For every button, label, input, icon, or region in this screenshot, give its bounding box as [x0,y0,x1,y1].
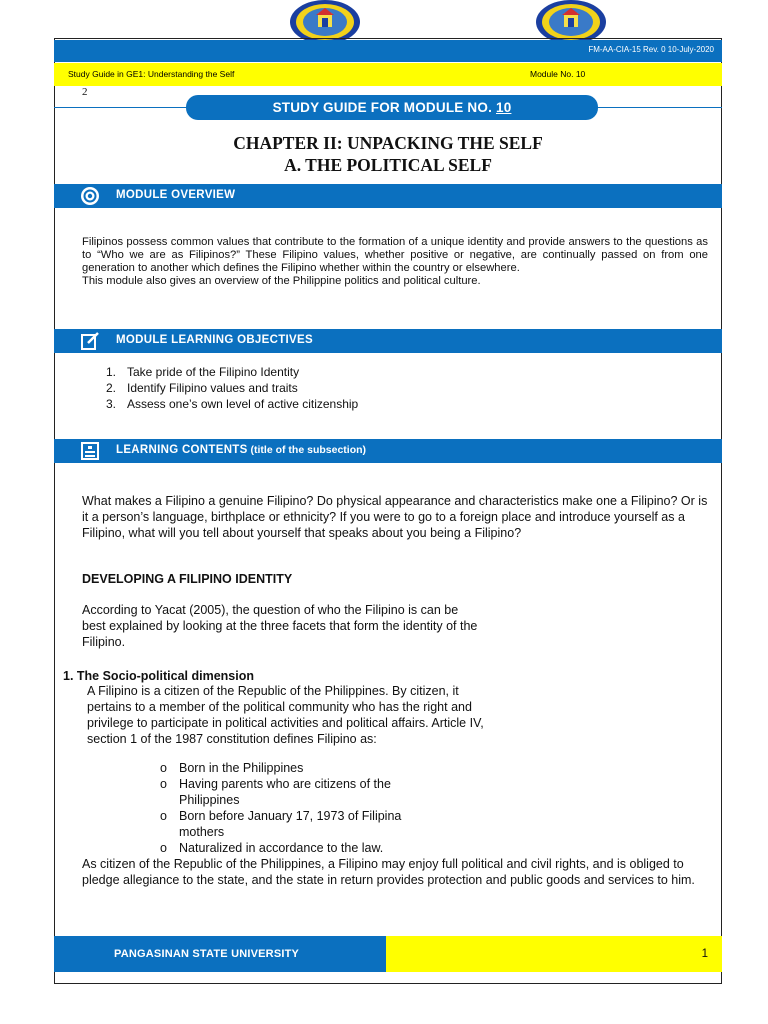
item-number: 3. [106,397,117,411]
item-number: 1. [106,365,117,379]
chapter-subtitle: A. THE POLITICAL SELF [284,155,492,175]
eye-target-icon [80,186,100,206]
list-item [160,776,450,808]
footer-page-box [386,936,722,972]
chapter-heading [54,132,722,176]
banner-label: STUDY GUIDE FOR MODULE NO. [272,100,496,115]
section-title-overview: MODULE OVERVIEW [116,189,236,201]
banner-module-number: 10 [496,100,512,115]
item-text: Identify Filipino values and traits [127,381,298,395]
list-item [106,380,358,396]
bullet-icon: o [160,761,167,775]
course-bar [54,63,722,86]
overview-text [82,236,708,288]
page-marker: 2 [82,86,88,98]
page-number: 1 [701,948,708,960]
overview-paragraph: Filipinos possess common values that contribute to the formation of a unique identity and provide answers to the questions as to “Who we are as Filipinos?” These Filipino values, whether positive or negative, are continually passed on from one generation to another which defines the Filipino whether within the country or elsewhere. [82,236,708,274]
citizenship-criteria-list [160,760,450,856]
list-item [160,808,430,840]
section-bar-contents [54,439,722,463]
contents-title: LEARNING CONTENTS [116,444,248,456]
item-text: Assess one’s own level of active citizenship [127,397,359,411]
section-title-contents [116,444,366,456]
document-list-icon [80,441,100,461]
section-bar-objectives [54,329,722,353]
study-guide-title [186,100,598,115]
list-item [106,396,358,412]
objectives-list [106,364,358,412]
study-guide-banner [186,95,598,120]
bullet-icon: o [160,777,167,791]
item-text: Having parents who are citizens of the Philippines [179,777,391,807]
item-text: Born before January 17, 1973 of Filipina mothers [179,809,402,839]
pencil-edit-icon [80,331,100,351]
section-bar-overview [54,184,722,208]
bullet-icon: o [160,841,167,855]
course-title: Study Guide in GE1: Understanding the Self [68,69,235,79]
contents-subtitle: (title of the subsection) [247,444,367,456]
footer-bar [54,936,386,972]
university-name: PANGASINAN STATE UNIVERSITY [114,948,300,960]
bullet-icon: o [160,809,167,823]
subsection-heading: 1. The Socio-political dimension [63,669,254,683]
header-bar [54,40,722,62]
socio-paragraph: A Filipino is a citizen of the Republic of the Philippines. By citizen, it pertains to a member of the political community who has the right and privilege to participate in political activities and political affairs. Article IV, section 1 of the 1987 constitution defines Filipino as: [87,684,484,746]
section-title-objectives: MODULE LEARNING OBJECTIVES [116,334,313,346]
citizen-paragraph: As citizen of the Republic of the Philippines, a Filipino may enjoy full political and civil rights, and is obliged to pledge allegiance to the state, and the state in return provides protection and public goods and services to him. [82,857,695,887]
section-heading: DEVELOPING A FILIPINO IDENTITY [82,572,293,586]
item-number: 2. [106,381,117,395]
list-item [160,760,450,776]
intro-paragraph: What makes a Filipino a genuine Filipino? Do physical appearance and characteristics make one a Filipino? Or is it a person’s language, birthplace or ethnicity? If you were to go to a foreign place and introduce yourself as a Filipino, what will you tell about yourself that speaks about you being a Filipino? [82,494,708,540]
list-item [106,364,358,380]
item-text: Born in the Philippines [179,761,304,775]
chapter-title: CHAPTER II: UNPACKING THE SELF [233,133,543,153]
list-item [160,840,450,856]
module-number: Module No. 10 [530,69,586,79]
item-text: Take pride of the Filipino Identity [127,365,300,379]
yacat-paragraph: According to Yacat (2005), the question of who the Filipino is can be best explained by looking at the three facets that form the identity of the Filipino. [82,603,478,649]
overview-paragraph: This module also gives an overview of the Philippine politics and political culture. [82,275,481,287]
form-code: FM-AA-CIA-15 Rev. 0 10-July-2020 [588,45,714,54]
item-text: Naturalized in accordance to the law. [179,841,384,855]
